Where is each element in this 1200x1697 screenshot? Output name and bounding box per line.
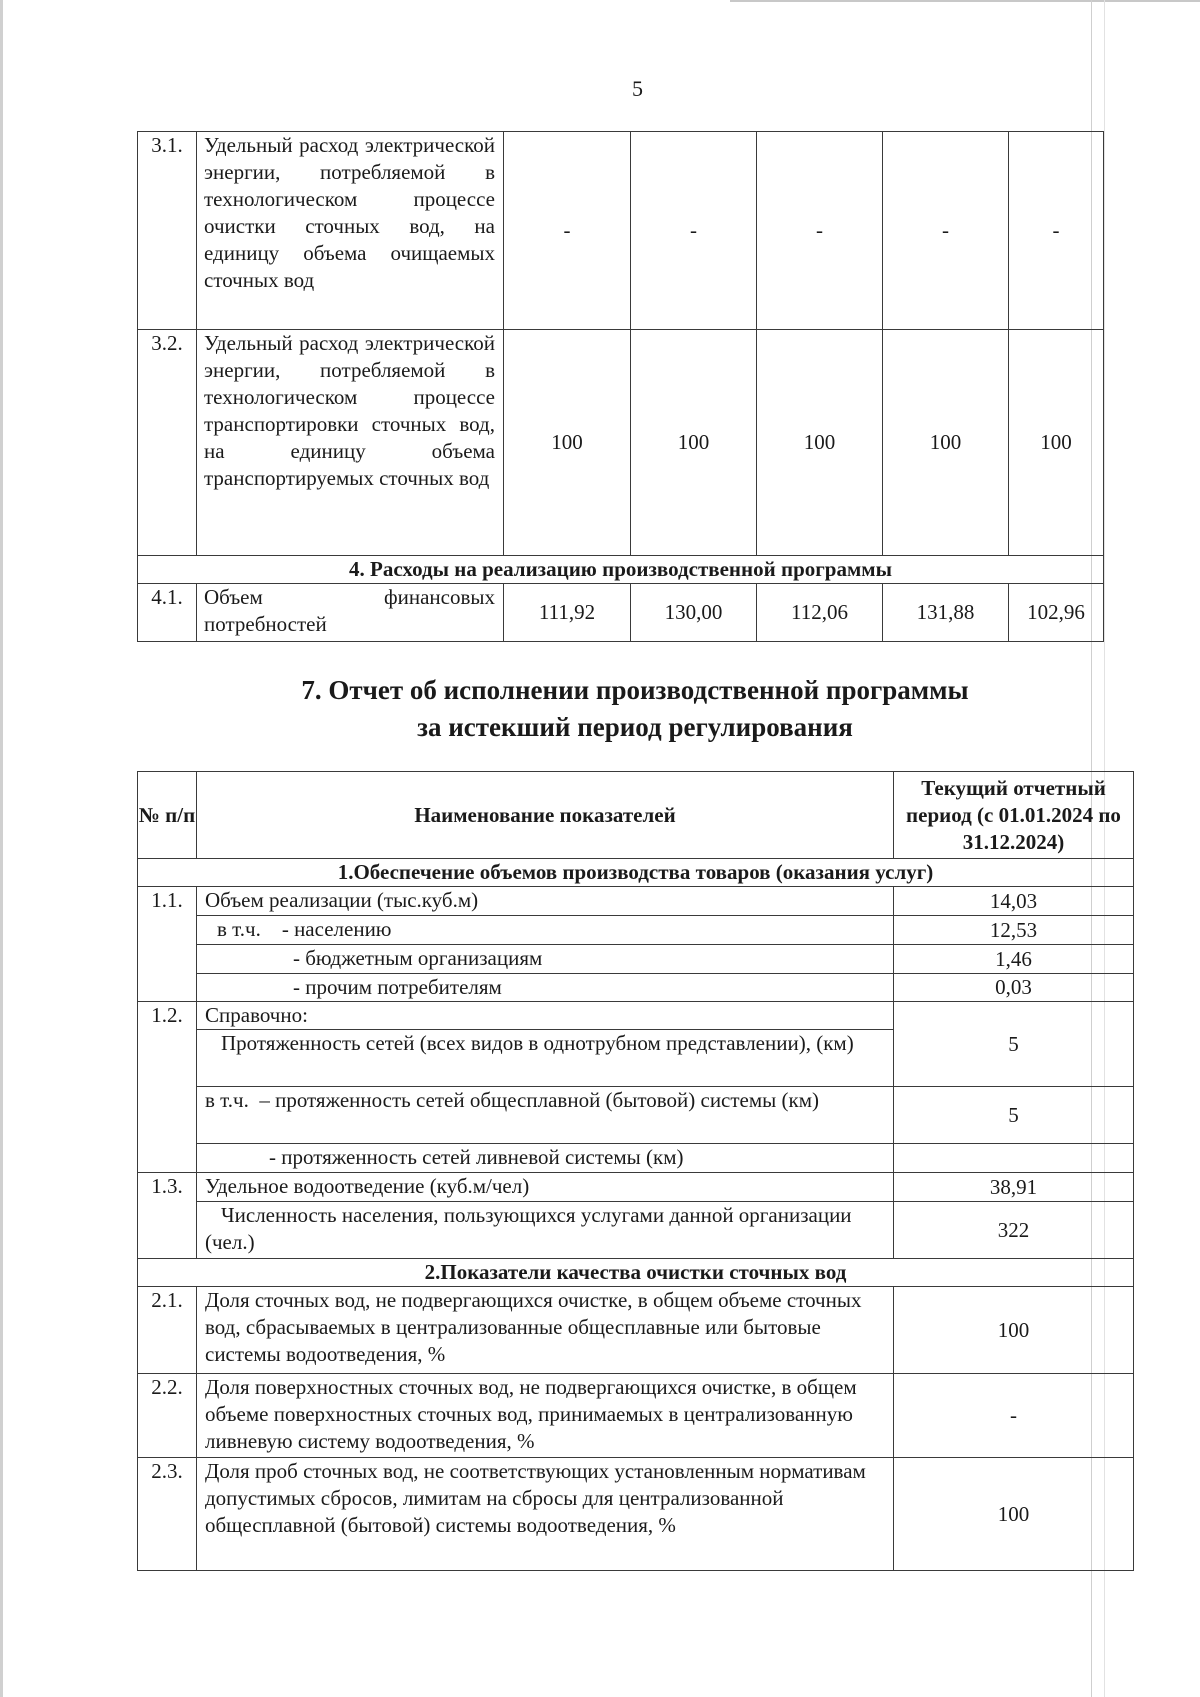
report-title-line: 7. Отчет об исполнении производственной программы (301, 675, 969, 705)
indicator-value: 5 (894, 1087, 1134, 1144)
indicator-name: Объем реализации (тыс.куб.м) (197, 887, 894, 916)
indicator-value: 0,03 (894, 974, 1134, 1002)
scan-edge (0, 0, 3, 1697)
indicator-name: Объем финансовых потребностей (197, 584, 504, 642)
indicator-name: Доля проб сточных вод, не соответствующих установленным нормативам допустимых сбросов, лимитам на сбросы для централизованной общесплавной (бытовой) системы водоотведения, % (197, 1458, 894, 1571)
indicator-value: 131,88 (883, 584, 1009, 642)
indicator-name: Доля сточных вод, не подвергающихся очистке, в общем объеме сточных вод, сбрасываемых в централизованные общесплавные или бытовые системы водоотведения, % (197, 1287, 894, 1374)
indicator-value: 100 (1009, 330, 1104, 556)
indicator-value: 100 (894, 1287, 1134, 1374)
indicators-table-continued (137, 131, 1104, 642)
indicator-value: 100 (883, 330, 1009, 556)
indicator-name: Доля поверхностных сточных вод, не подвергающихся очистке, в общем объеме поверхностных сточных вод, принимаемых в централизованную ливневую систему водоотведения, % (197, 1374, 894, 1458)
table-row (138, 945, 1134, 974)
indicator-value (894, 1144, 1134, 1173)
indicator-name: в т.ч. - населению (197, 916, 894, 945)
indicator-name: Численность населения, пользующихся услугами данной организации (чел.) (197, 1202, 894, 1259)
indicator-name: Удельное водоотведение (куб.м/чел) (197, 1173, 894, 1202)
indicator-value: 100 (504, 330, 631, 556)
table-row (138, 1002, 1134, 1030)
section-row (138, 556, 1104, 584)
indicator-value: - (757, 132, 883, 330)
indicator-value: 12,53 (894, 916, 1134, 945)
section-title: 2.Показатели качества очистки сточных вод (138, 1259, 1134, 1287)
table-row (138, 1458, 1134, 1571)
table-row (138, 1173, 1134, 1202)
section-title: 4. Расходы на реализацию производственной программы (138, 556, 1104, 584)
indicator-value: 102,96 (1009, 584, 1104, 642)
table-row (138, 916, 1134, 945)
indicator-name: Протяженность сетей (всех видов в однотрубном представлении), (км) (197, 1030, 894, 1087)
section-row (138, 859, 1134, 887)
indicator-value: - (894, 1374, 1134, 1458)
row-number: 2.3. (138, 1458, 197, 1571)
table-row (138, 1144, 1134, 1173)
indicator-name: Удельный расход электрической энергии, потребляемой в технологическом процессе транспортировки сточных вод, на единицу объема транспортируемых сточных вод (197, 330, 504, 556)
indicator-value: - (631, 132, 757, 330)
indicator-name: в т.ч. – протяженность сетей общесплавной (бытовой) системы (км) (197, 1087, 894, 1144)
header-name: Наименование показателей (197, 772, 894, 859)
indicator-value: - (1009, 132, 1104, 330)
indicator-value: 322 (894, 1202, 1134, 1259)
row-number: 3.1. (138, 132, 197, 330)
section-row (138, 1259, 1134, 1287)
table-row (138, 1374, 1134, 1458)
indicator-value: 100 (894, 1458, 1134, 1571)
table-row (138, 974, 1134, 1002)
report-title-line: за истекший период регулирования (417, 712, 853, 742)
indicator-name: - прочим потребителям (197, 974, 894, 1002)
header-row (138, 772, 1134, 859)
indicator-value: 14,03 (894, 887, 1134, 916)
row-number: 2.2. (138, 1374, 197, 1458)
row-number: 2.1. (138, 1287, 197, 1374)
table-row (138, 1287, 1134, 1374)
indicator-name: Справочно: (197, 1002, 894, 1030)
indicator-name: - протяженность сетей ливневой системы (км) (197, 1144, 894, 1173)
indicator-name: - бюджетным организациям (197, 945, 894, 974)
table-row (138, 132, 1104, 330)
table-row (138, 887, 1134, 916)
indicator-name: Удельный расход электрической энергии, потребляемой в технологическом процессе очистки сточных вод, на единицу объема очищаемых сточных вод (197, 132, 504, 330)
row-number: 1.2. (138, 1002, 197, 1173)
scan-edge (730, 0, 1200, 2)
table-row (138, 330, 1104, 556)
indicator-value: - (883, 132, 1009, 330)
row-number: 3.2. (138, 330, 197, 556)
indicator-value: 5 (894, 1002, 1134, 1087)
header-period: Текущий отчетный период (с 01.01.2024 по 31.12.2024) (894, 772, 1134, 859)
indicator-value: 100 (757, 330, 883, 556)
report-table (137, 771, 1134, 1571)
row-number: 1.1. (138, 887, 197, 1002)
row-number: 1.3. (138, 1173, 197, 1259)
row-number: 4.1. (138, 584, 197, 642)
table-row (138, 1087, 1134, 1144)
indicator-value: 1,46 (894, 945, 1134, 974)
page-number: 5 (632, 76, 643, 101)
indicator-value: 112,06 (757, 584, 883, 642)
indicator-value: - (504, 132, 631, 330)
header-number: № п/п (138, 772, 197, 859)
table-row (138, 584, 1104, 642)
indicator-value: 38,91 (894, 1173, 1134, 1202)
indicator-value: 111,92 (504, 584, 631, 642)
table-row (138, 1202, 1134, 1259)
indicator-value: 130,00 (631, 584, 757, 642)
section-title: 1.Обеспечение объемов производства товаров (оказания услуг) (138, 859, 1134, 887)
indicator-value: 100 (631, 330, 757, 556)
report-title (137, 672, 1133, 746)
